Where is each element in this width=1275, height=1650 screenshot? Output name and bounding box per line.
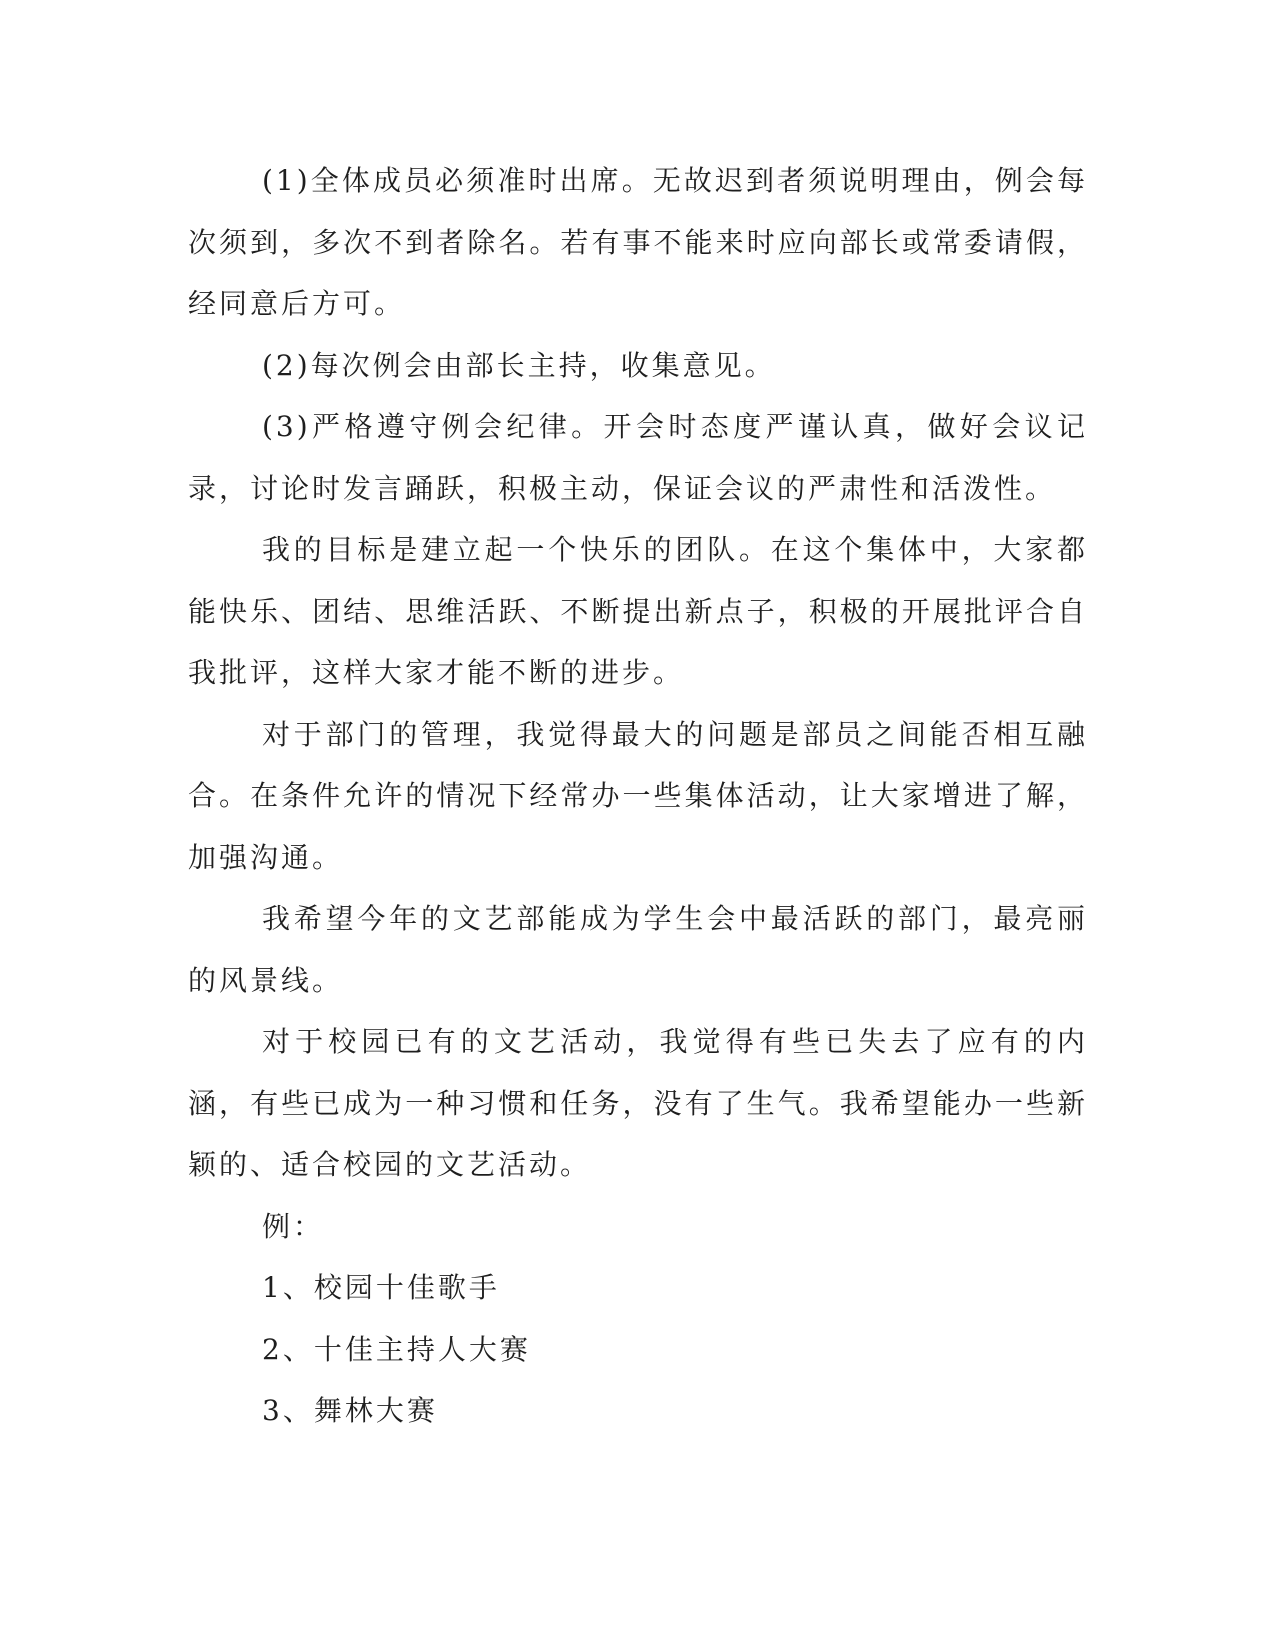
paragraph-activities: 对于校园已有的文艺活动，我觉得有些已失去了应有的内涵，有些已成为一种习惯和任务，没有了生气。我希望能办一些新颖的、适合校园的文艺活动。: [188, 1025, 1088, 1181]
paragraph-example-label: 例：: [262, 1209, 325, 1243]
paragraph-goal: 我的目标是建立起一个快乐的团队。在这个集体中，大家都能快乐、团结、思维活跃、不断提出新点子，积极的开展批评合自我批评，这样大家才能不断的进步。: [188, 533, 1088, 689]
paragraph-rule-2: (2)每次例会由部长主持，收集意见。: [262, 348, 776, 382]
paragraph-rule-1: (1)全体成员必须准时出席。无故迟到者须说明理由，例会每次须到，多次不到者除名。若有事不能来时应向部长或常委请假，经同意后方可。: [188, 164, 1088, 320]
paragraph-rule-3: (3)严格遵守例会纪律。开会时态度严谨认真，做好会议记录，讨论时发言踊跃，积极主动，保证会议的严肃性和活泼性。: [188, 410, 1088, 505]
list-item-3: 3、舞林大赛: [262, 1394, 438, 1427]
paragraph-management: 对于部门的管理，我觉得最大的问题是部员之间能否相互融合。在条件允许的情况下经常办一些集体活动，让大家增进了解，加强沟通。: [188, 717, 1088, 874]
list-item-1: 1、校园十佳歌手: [262, 1271, 500, 1304]
paragraph-hope: 我希望今年的文艺部能成为学生会中最活跃的部门，最亮丽的风景线。: [188, 902, 1088, 997]
list-item-2: 2、十佳主持人大赛: [262, 1332, 531, 1366]
document-body: [188, 150, 1088, 1442]
